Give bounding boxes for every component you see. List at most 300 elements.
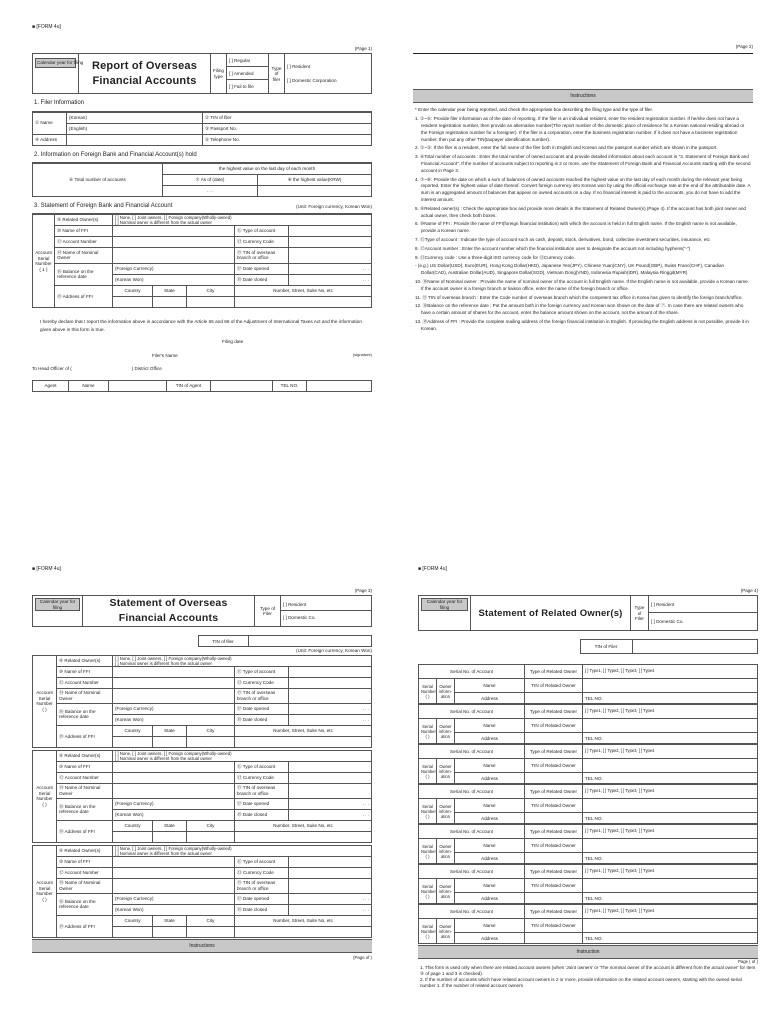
instruction-item: 5. ⑨Related owner(s) : Check the appropriate box and provide more details in the Statement of Related Owner(s) (Page 4). If the account has both joint owner and actual owner, then check both boxes. xyxy=(415,205,746,218)
form-page-3 xyxy=(32,566,372,1024)
passport-field[interactable] xyxy=(263,123,372,134)
tin-filer-label: TIN of filer xyxy=(198,636,248,647)
owner-tel-label: TEL NO. xyxy=(583,693,758,704)
owner-tel-label: TEL NO. xyxy=(583,853,758,864)
related-owner-opts-1: [ ] None, [ ] Joint owners, [ ] Foreign company(Wholly-owned) xyxy=(115,845,232,851)
related-owner-block xyxy=(418,864,758,904)
owner-name-label: Name xyxy=(455,679,525,693)
street-field[interactable] xyxy=(235,926,372,937)
title-line-1: Statement of Overseas xyxy=(109,597,228,610)
instruction-item: 1. ①~⑤: Provide filer information as of the date of reporting. If the filer is an individual resident, enter the resident registration number. If he/she does not have a resident registration number, then provide an alternative number(The report number of the domestic place of residence for a Korean national residing abroad or the Foreign registration number for a foreigner). If the filer is a corporation, enter the business registration number. If it does not have a business registration number, then put any other TIN(taxpayer identification number). xyxy=(415,116,745,142)
account-block xyxy=(32,750,372,843)
related-owner-opts-1: [ ] None, [ ] Joint owners, [ ] Foreign company(Wholly-owned) xyxy=(115,750,232,756)
account-number-label: ⑫ Account Number xyxy=(55,236,113,247)
account-number-field[interactable] xyxy=(113,772,235,783)
balance-won-field[interactable]: (Korean Won) xyxy=(113,274,235,285)
tin-branch-label: ⑮ TIN of overseas branch or office xyxy=(235,783,289,798)
owner-info-label: Owner inform-ation xyxy=(437,679,455,704)
related-owner-options[interactable] xyxy=(113,214,372,225)
country-header: Country xyxy=(113,285,153,296)
balance-foreign-field[interactable]: (Foreign Currency) xyxy=(113,263,235,274)
related-owner-opts-1: [ ] None, [ ] Joint owners, [ ] Foreign company(Wholly-owned) xyxy=(115,655,232,661)
owner-address-field[interactable] xyxy=(525,813,583,824)
nominal-owner-field[interactable] xyxy=(113,247,235,263)
tin-filer-label: TIN of Filer xyxy=(580,640,632,654)
city-field[interactable] xyxy=(187,736,235,747)
type-related-owner-options[interactable]: [ ] Type1, [ ] Type2, [ ] Type3, [ ] Type4 xyxy=(583,705,758,719)
date-opened-field[interactable]: . . . xyxy=(289,798,372,809)
street-header: Number, Street, Suite No, etc xyxy=(235,915,372,926)
owner-address-field[interactable] xyxy=(525,733,583,744)
state-header: State xyxy=(153,820,187,831)
instruction-item: 3. ⑥Total number of accounts : Enter the total number of owned accounts and provide detailed information about each account in "3. Statement of Foreign Bank and Financial Account". If the number of accounts subject to reporting is 2 or more, use the Statement of Foreign Bank and Financial Accounts starting with the second account in Page 3. xyxy=(415,154,751,173)
owner-name-label: Name xyxy=(455,759,525,773)
telephone-field[interactable] xyxy=(263,134,372,145)
serial-number-label: Serial Number ( ) xyxy=(419,719,437,744)
calendar-year-cell[interactable] xyxy=(419,596,471,631)
owner-address-label: Address xyxy=(455,773,525,784)
name-ffi-field[interactable] xyxy=(113,856,235,867)
address-ffi-label: ⑲ Address of FFI xyxy=(55,285,113,308)
report-title xyxy=(79,54,211,94)
currency-code-label: ⑬ Currency Code xyxy=(235,772,289,783)
balance-foreign-field[interactable]: (Foreign Currency) xyxy=(113,893,235,904)
balance-label: ⑯ Balance on the reference date xyxy=(57,798,113,820)
account-block xyxy=(32,845,372,938)
name-korean-field[interactable]: (Korean) xyxy=(67,112,203,123)
country-field[interactable] xyxy=(113,926,153,937)
form-page-2 xyxy=(413,44,753,344)
tin-filer-field[interactable] xyxy=(263,112,372,123)
related-owner-label: ⑨ Related Owner(s) xyxy=(55,214,113,225)
account-number-label: ⑫ Account Number xyxy=(57,772,113,783)
related-owner-block xyxy=(418,904,758,944)
type-related-owner-options[interactable]: [ ] Type1, [ ] Type2, [ ] Type3, [ ] Type4 xyxy=(583,745,758,759)
currency-code-field[interactable] xyxy=(289,867,372,878)
instruction-item: * Enter the calendar year being reported, and check the appropriate box describing the filing type and the type of filer. xyxy=(415,107,654,113)
nominal-owner-field[interactable] xyxy=(113,783,235,798)
filer-resident-checkbox[interactable]: [ ] Resident xyxy=(287,63,311,69)
date-closed-field[interactable]: . . . xyxy=(289,274,372,285)
related-owner-opts-2: [ ] Nominal owner is different from the actual owner xyxy=(115,660,212,666)
nominal-owner-label: ⑭ Name of Nominal Owner xyxy=(55,247,113,263)
serial-number-label: Serial Number ( ) xyxy=(419,799,437,824)
balance-won-field[interactable]: (Korean Won) xyxy=(113,809,235,820)
instruction-item: 10. ⑭Name of Nominal owner : Provide the name of nominal owner of the account in full English name. If the English name is not available, provide a Korean name. If the account owner is a foreign branch or liaison office, enter the name of the foreign branch or office. xyxy=(415,278,749,291)
owner-address-label: Address xyxy=(455,853,525,864)
passport-label: ③ Passport No. xyxy=(203,123,263,134)
related-owner-blocks xyxy=(418,664,758,944)
tin-filer-field[interactable] xyxy=(248,636,372,647)
type-of-filer-label: Type of Filer xyxy=(631,596,649,631)
instruction-item: 11. ⑮ TIN of overseas branch : Enter the Code number of overseas branch which the competent tax office in Korea has given to identify the foreign branch/office. xyxy=(415,294,743,300)
related-owner-opts-2: [ ] Nominal owner is different from the actual owner xyxy=(115,219,212,225)
owner-tel-label: TEL NO. xyxy=(583,813,758,824)
state-header: State xyxy=(153,285,187,296)
tin-branch-field[interactable] xyxy=(289,688,372,703)
name-ffi-field[interactable] xyxy=(113,225,235,236)
title-line-1: Report of Overseas xyxy=(91,59,198,72)
country-field[interactable] xyxy=(113,296,153,307)
related-owner-block xyxy=(418,744,758,784)
name-english-field[interactable]: (English) xyxy=(67,123,203,134)
instruction-notes xyxy=(418,965,758,990)
address-ffi-label: ⑲ Address of FFI xyxy=(57,915,113,937)
balance-won-field[interactable]: (Korean Won) xyxy=(113,714,235,725)
serial-no-account-label: Serial No. of Account xyxy=(419,865,525,879)
serial-no-account-label: Serial No. of Account xyxy=(419,665,525,679)
tin-related-owner-label: TIN of Related Owner xyxy=(525,839,583,853)
tin-filer-field[interactable] xyxy=(632,640,758,654)
agent-tel-label: TEL NO. xyxy=(273,380,307,391)
type-related-owner-options[interactable]: [ ] Type1, [ ] Type2, [ ] Type3, [ ] Type4 xyxy=(583,905,758,919)
name-ffi-field[interactable] xyxy=(113,666,235,677)
form-tag: ■ [FORM 4u] xyxy=(32,566,61,572)
agent-tel-field[interactable] xyxy=(307,380,372,391)
street-header: Number, Street, Suite No, etc xyxy=(235,820,372,831)
filing-date-row xyxy=(32,339,372,345)
instructions-list xyxy=(413,103,753,338)
country-header: Country xyxy=(113,915,153,926)
owner-name-label: Name xyxy=(455,919,525,933)
filers-name-row xyxy=(32,353,372,359)
owner-info-label: Owner inform-ation xyxy=(437,799,455,824)
form-page-4 xyxy=(418,566,758,1024)
calendar-year-cell[interactable] xyxy=(33,596,83,627)
filer-domestic-checkbox[interactable]: [ ] Domestic Corporation xyxy=(287,77,337,83)
owner-tel-label: TEL NO. xyxy=(583,933,758,944)
related-owner-block xyxy=(418,824,758,864)
balance-foreign-field[interactable]: (Foreign Currency) xyxy=(113,798,235,809)
agent-name-label: Name xyxy=(69,380,109,391)
tin-related-owner-label: TIN of Related Owner xyxy=(525,679,583,693)
highest-value-field[interactable] xyxy=(258,185,372,196)
as-of-date-label: ⑦ As of (date) xyxy=(163,174,258,185)
filing-fail-checkbox[interactable]: [ ] Fail to file xyxy=(229,84,254,90)
tin-related-owner-field[interactable] xyxy=(583,679,758,693)
balance-label: ⑯ Balance on the reference date xyxy=(57,893,113,915)
filing-type-label: Filing type xyxy=(211,54,227,94)
owner-name-label: Name xyxy=(455,839,525,853)
date-opened-field[interactable]: . . . xyxy=(289,893,372,904)
city-field[interactable] xyxy=(187,926,235,937)
name-ffi-label: ⑩ Name of FFI xyxy=(57,761,113,772)
section-3-title: 3. Statement of Foreign Bank and Financial Account xyxy=(34,202,173,209)
city-field[interactable] xyxy=(187,296,235,307)
related-owner-header xyxy=(418,595,758,631)
serial-number-label: Serial Number ( ) xyxy=(419,919,437,944)
type-related-owner-label: Type of Related Owner xyxy=(525,905,583,919)
report-header xyxy=(32,53,372,94)
tin-related-owner-field[interactable] xyxy=(583,839,758,853)
nominal-owner-label: ⑭ Name of Nominal Owner xyxy=(57,783,113,798)
owner-address-label: Address xyxy=(455,733,525,744)
date-opened-label: ⑰ Date opened xyxy=(235,703,289,714)
declaration-text: I hereby declare that I report the information above in accordance with the Article 65 and 66 of the Adjustment of International Taxes Act and the information given above in this form is true. xyxy=(40,319,362,332)
highest-value-label: ⑧ the highest value(KRW) xyxy=(258,174,372,185)
owner-address-field[interactable] xyxy=(525,693,583,704)
related-owner-block xyxy=(418,704,758,744)
country-field[interactable] xyxy=(113,736,153,747)
instructions-title: Instructions xyxy=(32,939,372,953)
agent-tin-label: TIN of Agent xyxy=(167,380,211,391)
owner-name-label: Name xyxy=(455,879,525,893)
type-related-owner-label: Type of Related Owner xyxy=(525,745,583,759)
type-related-owner-label: Type of Related Owner xyxy=(525,865,583,879)
type-account-field[interactable] xyxy=(289,856,372,867)
balance-label: ⑯ Balance on the reference date xyxy=(57,703,113,725)
account-statement-table xyxy=(32,214,372,309)
type-related-owner-label: Type of Related Owner xyxy=(525,665,583,679)
tin-related-owner-label: TIN of Related Owner xyxy=(525,759,583,773)
tin-related-owner-field[interactable] xyxy=(583,759,758,773)
owner-info-label: Owner inform-ation xyxy=(437,719,455,744)
tin-branch-label: ⑮ TIN of overseas branch or office xyxy=(235,688,289,703)
type-of-filer-label: Type of filer xyxy=(269,54,285,94)
calendar-year-cell[interactable] xyxy=(33,54,84,94)
type-related-owner-label: Type of Related Owner xyxy=(525,825,583,839)
name-label: ① Name xyxy=(33,112,67,134)
country-header: Country xyxy=(113,725,153,736)
instruction-note: 2. If the number of accounts which have related account owners is 2 or more, provide information on the related account owners, starting with the owned serial number 1. If the number of related account owners xyxy=(420,976,742,989)
section-1-title: 1. Filer Information xyxy=(32,94,372,111)
currency-code-label: ⑬ Currency Code xyxy=(235,236,289,247)
type-related-owner-options[interactable]: [ ] Type1, [ ] Type2, [ ] Type3, [ ] Type4 xyxy=(583,785,758,799)
telephone-label: ⑤ Telephone No. xyxy=(203,134,263,145)
state-field[interactable] xyxy=(153,736,187,747)
type-account-label: ⑪ Type of account xyxy=(235,856,289,867)
form-tag: ■ [FORM 4u] xyxy=(418,566,447,572)
type-related-owner-label: Type of Related Owner xyxy=(525,705,583,719)
balance-foreign-field[interactable]: (Foreign Currency) xyxy=(113,703,235,714)
state-field[interactable] xyxy=(153,926,187,937)
account-blocks xyxy=(32,655,372,938)
country-field[interactable] xyxy=(113,831,153,842)
owner-tel-label: TEL NO. xyxy=(583,773,758,784)
currency-code-field[interactable] xyxy=(289,236,372,247)
date-opened-field[interactable]: . . . xyxy=(289,263,372,274)
related-owner-opts-2: [ ] Nominal owner is different from the actual owner xyxy=(115,755,212,761)
related-owner-options[interactable] xyxy=(113,655,372,666)
district-office-label: ) District Office xyxy=(131,366,162,372)
signature-label: (signature) xyxy=(352,351,372,357)
date-opened-label: ⑰ Date opened xyxy=(235,893,289,904)
owner-info-label: Owner inform-ation xyxy=(437,919,455,944)
tin-related-owner-label: TIN of Related Owner xyxy=(525,879,583,893)
filing-date-label: Filing date xyxy=(222,339,244,345)
agent-name-field[interactable] xyxy=(109,380,167,391)
instruction-item: - (e.g.) US Dollar(USD), Euro(EUR), Hong Kong Dollar(HKD), Japanese Yen(JPY), Chinese Yuan(CNY), UK Pound(GBP), Swiss Franc(CHF), Canadian Dollar(CAD), Australian Dollar(AUD), Singapore Dollar(SGD), Vietnam Dong(VND), Indonesia Rupiah(IDR), Malaysia Ringgit(MYR) xyxy=(415,263,725,276)
serial-no-account-label: Serial No. of Account xyxy=(419,785,525,799)
page-of: (Page of ) xyxy=(353,954,372,960)
agent-table xyxy=(32,380,372,392)
account-serial-label: Account Serial Number ( ) xyxy=(33,845,57,937)
tin-related-owner-label: TIN of Related Owner xyxy=(525,719,583,733)
currency-code-label: ⑬ Currency Code xyxy=(235,867,289,878)
instructions-title: Instructions xyxy=(413,89,753,103)
state-field[interactable] xyxy=(153,831,187,842)
date-opened-field[interactable]: . . . xyxy=(289,703,372,714)
account-number-field[interactable] xyxy=(113,236,235,247)
serial-no-account-label: Serial No. of Account xyxy=(419,905,525,919)
calendar-year-label: Calendar year for filing xyxy=(35,58,76,68)
serial-number-label: Serial Number ( ) xyxy=(419,679,437,704)
related-owner-title: Statement of Related Owner(s) xyxy=(471,596,631,631)
instruction-item: 9. ⑬Currency code : Use a three-digit ISO currency code for ⑬Currency code. xyxy=(415,254,576,260)
address-label: ④ Address xyxy=(33,134,67,145)
to-head-label: To Head Officer of ( xyxy=(32,366,72,372)
currency-code-field[interactable] xyxy=(289,677,372,688)
page-number: (Page 3) xyxy=(354,588,372,593)
date-opened-label: ⑰ Date opened xyxy=(235,798,289,809)
related-owner-block xyxy=(418,784,758,824)
name-ffi-field[interactable] xyxy=(113,761,235,772)
owner-address-label: Address xyxy=(455,813,525,824)
to-head-row xyxy=(32,366,372,372)
address-ffi-label: ⑲ Address of FFI xyxy=(57,820,113,842)
instruction-item: 4. ⑦~⑧: Provide the date on which a sum of balances of owned accounts reached the highest value on the last day of each month during the relevant year being reported. Enter the highest value of date thereof. Convert foreign currency into Korean won by using the official exchange rate at the end of the attributable date. A sum is an aggregated amount of balances that appear on owned accounts on a day. If no financial interest is paid to the accounts, you do not have to add the interest amount. xyxy=(415,176,751,202)
related-owner-opts-2: [ ] Nominal owner is different from the actual owner xyxy=(115,850,212,856)
account-serial-label: Account Serial Number ( ) xyxy=(33,750,57,842)
owner-info-label: Owner inform-ation xyxy=(437,759,455,784)
date-closed-label: ⑱ Date closed xyxy=(235,904,289,915)
title-line-2: Financial Accounts xyxy=(118,612,219,625)
date-closed-field[interactable]: . . . xyxy=(289,714,372,725)
currency-code-field[interactable] xyxy=(289,772,372,783)
foreign-account-summary-table xyxy=(32,163,372,197)
street-header: Number, Street, Suite No, etc xyxy=(235,285,372,296)
street-header: Number, Street, Suite No, etc xyxy=(235,725,372,736)
state-field[interactable] xyxy=(153,296,187,307)
tin-related-owner-field[interactable] xyxy=(583,799,758,813)
as-of-date-field[interactable]: . . . xyxy=(163,185,258,196)
date-closed-field[interactable]: . . . xyxy=(289,809,372,820)
address-ffi-label: ⑲ Address of FFI xyxy=(57,725,113,747)
tin-filer-label: ② TIN of filer xyxy=(203,112,263,123)
nominal-owner-field[interactable] xyxy=(113,878,235,893)
related-owner-label: ⑨ Related Owner(s) xyxy=(57,845,113,856)
tin-related-owner-field[interactable] xyxy=(583,879,758,893)
agent-label: Agent xyxy=(33,380,69,391)
calendar-year-label: Calendar year for filing xyxy=(421,598,468,611)
related-owner-options[interactable] xyxy=(113,750,372,761)
form-tag: ■ [FORM 4u] xyxy=(32,24,61,30)
total-accounts-label: ⑥ Total number of accounts xyxy=(33,163,163,196)
serial-no-account-label: Serial No. of Account xyxy=(419,705,525,719)
page-number: (Page 1) xyxy=(354,46,372,51)
type-related-owner-options[interactable]: [ ] Type1, [ ] Type2, [ ] Type3, [ ] Type4 xyxy=(583,865,758,879)
street-field[interactable] xyxy=(235,736,372,747)
tin-branch-field[interactable] xyxy=(289,247,372,263)
city-header: City xyxy=(187,285,235,296)
owner-address-field[interactable] xyxy=(525,893,583,904)
type-account-field[interactable] xyxy=(289,666,372,677)
owner-info-label: Owner inform-ation xyxy=(437,839,455,864)
type-account-field[interactable] xyxy=(289,761,372,772)
tin-related-owner-field[interactable] xyxy=(583,919,758,933)
date-closed-field[interactable]: . . . xyxy=(289,904,372,915)
balance-label: ⑯ Balance on the reference date xyxy=(55,263,113,285)
filing-amended-checkbox[interactable]: [ ] Amended xyxy=(227,67,268,80)
instruction-note: 1. This form is used only when there are related account owners (when 'Joint owners' or 'The nominal owner of the account is different from the actual owner' for Item ⑨ of page 1 and 3 is checked). xyxy=(420,964,756,976)
form-page-1 xyxy=(32,24,372,494)
account-number-field[interactable] xyxy=(113,677,235,688)
tin-branch-field[interactable] xyxy=(289,878,372,893)
owner-address-label: Address xyxy=(455,933,525,944)
type-account-field[interactable] xyxy=(289,225,372,236)
filer-resident-checkbox[interactable]: [ ] Resident xyxy=(281,598,371,611)
date-closed-label: ⑱ Date closed xyxy=(235,714,289,725)
date-closed-label: ⑱ Date closed xyxy=(235,274,289,285)
type-of-filer-label: Type of Filer xyxy=(255,596,281,627)
balance-won-field[interactable]: (Korean Won) xyxy=(113,904,235,915)
related-owner-options[interactable] xyxy=(113,845,372,856)
state-header: State xyxy=(153,915,187,926)
owner-address-field[interactable] xyxy=(525,773,583,784)
filer-info-table xyxy=(32,112,372,146)
filer-resident-checkbox[interactable]: [ ] Resident xyxy=(649,596,757,613)
owner-tel-label: TEL NO. xyxy=(583,893,758,904)
account-number-label: ⑫ Account Number xyxy=(57,677,113,688)
tin-related-owner-label: TIN of Related Owner xyxy=(525,799,583,813)
type-related-owner-options[interactable]: [ ] Type1, [ ] Type2, [ ] Type3, [ ] Type4 xyxy=(583,825,758,839)
serial-no-account-label: Serial No. of Account xyxy=(419,745,525,759)
street-field[interactable] xyxy=(235,831,372,842)
street-field[interactable] xyxy=(235,296,372,307)
owner-address-label: Address xyxy=(455,893,525,904)
nominal-owner-field[interactable] xyxy=(113,688,235,703)
unit-note: (Unit: Foreign currency, Korean Won) xyxy=(296,204,372,210)
page-2-top-rule xyxy=(413,53,753,89)
owner-info-label: Owner inform-ation xyxy=(437,879,455,904)
type-related-owner-options[interactable]: [ ] Type1, [ ] Type2, [ ] Type3, [ ] Type4 xyxy=(583,665,758,679)
owner-tel-label: TEL NO. xyxy=(583,733,758,744)
owner-name-label: Name xyxy=(455,799,525,813)
currency-code-label: ⑬ Currency Code xyxy=(235,677,289,688)
related-owner-label: ⑨ Related Owner(s) xyxy=(57,750,113,761)
city-field[interactable] xyxy=(187,831,235,842)
filer-domestic-checkbox[interactable]: [ ] Domestic Co. xyxy=(651,619,684,625)
country-header: Country xyxy=(113,820,153,831)
tin-branch-field[interactable] xyxy=(289,783,372,798)
owner-address-field[interactable] xyxy=(525,933,583,944)
tin-branch-label: ⑮ TIN of overseas branch or office xyxy=(235,878,289,893)
title-line-2: Financial Accounts xyxy=(92,74,197,87)
page-of: Page ( of ) xyxy=(737,959,758,965)
account-number-field[interactable] xyxy=(113,867,235,878)
nominal-owner-label: ⑭ Name of Nominal Owner xyxy=(57,878,113,893)
account-block xyxy=(32,655,372,748)
agent-tin-field[interactable] xyxy=(211,380,273,391)
filer-domestic-checkbox[interactable]: [ ] Domestic Co. xyxy=(283,615,316,621)
type-of-filer-options xyxy=(281,596,372,627)
tin-branch-label: ⑮ TIN of overseas branch or office xyxy=(235,247,289,263)
type-of-filer-options xyxy=(649,596,758,631)
account-number-label: ⑫ Account Number xyxy=(57,867,113,878)
filing-regular-checkbox[interactable]: [ ] Regular xyxy=(227,54,268,67)
city-header: City xyxy=(187,820,235,831)
name-ffi-label: ⑩ Name of FFI xyxy=(55,225,113,236)
filing-type-options xyxy=(227,54,269,94)
owner-address-field[interactable] xyxy=(525,853,583,864)
tin-filer-row xyxy=(32,635,372,647)
filers-name-label: Filer's Name xyxy=(152,352,178,358)
section-2-title: 2. Information on Foreign Bank and Financial Account(s) hold xyxy=(32,146,372,163)
tin-related-owner-field[interactable] xyxy=(583,719,758,733)
calendar-year-label: Calendar year for filing xyxy=(35,598,80,611)
address-field[interactable] xyxy=(67,134,203,145)
statement-title xyxy=(83,596,255,627)
